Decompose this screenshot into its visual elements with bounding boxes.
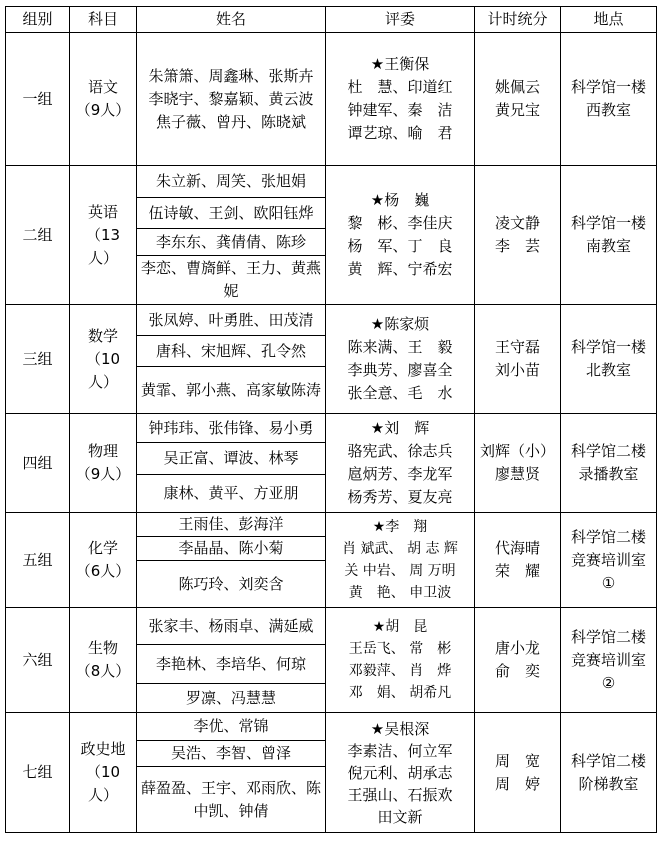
location-cell: 科学馆一楼 南教室: [570, 214, 646, 255]
timers-cell: 代海晴 荣 耀: [494, 539, 540, 580]
subject-cell: 语文 （9人）: [75, 78, 131, 119]
judges-cell: ★陈家烦 陈来满、王 毅 李典芳、廖喜全 张全意、毛 水: [347, 315, 453, 402]
header-timers: 计时统分: [487, 10, 548, 28]
names-row: 朱立新、周笑、张旭娟: [155, 172, 306, 190]
timers-cell: 周 宽 周 婷: [494, 751, 540, 793]
header-judges: 评委: [384, 10, 415, 28]
names-row: 张凤婷、叶勇胜、田茂清: [148, 310, 314, 329]
judges-cell: ★杨 巍 黎 彬、李佳庆 杨 军、丁 良 黄 辉、宁希宏: [347, 191, 453, 278]
location-cell: 科学馆二楼 录播教室: [570, 442, 646, 483]
names-row: 唐科、宋旭辉、孔令然: [155, 341, 306, 360]
subject-cell: 数学 （10人）: [85, 326, 121, 391]
names-row: 王雨佳、彭海洋: [178, 515, 284, 533]
names-row: 吴浩、李智、曾泽: [170, 744, 291, 762]
timers-cell: 唐小龙 俞 奕: [494, 639, 540, 680]
group-label: 五组: [22, 550, 53, 569]
names-row: 吴正富、谭波、林琴: [163, 449, 299, 467]
names-row: 薛盈盈、王宇、邓雨欣、陈中凯、钟倩: [141, 778, 322, 820]
timers-cell: 刘辉（小） 廖慧贤: [479, 442, 555, 483]
names-row: 李优、常锦: [193, 717, 269, 735]
header-names: 姓名: [215, 10, 246, 28]
location-cell: 科学馆二楼 竞赛培训室 ①: [570, 527, 646, 592]
location-cell: 科学馆二楼 竞赛培训室 ②: [570, 627, 646, 692]
names-cell: 朱箫箫、周鑫琳、张斯卉 李晓宇、黎嘉颖、黄云波 焦子薇、曾丹、陈晓斌: [148, 66, 314, 131]
names-row: 陈巧玲、刘奕含: [178, 574, 284, 593]
timers-cell: 姚佩云 黄兄宝: [494, 78, 540, 119]
subject-cell: 化学 （6人）: [75, 539, 131, 580]
subject-cell: 政史地 （10人）: [80, 740, 126, 804]
names-row: 黄霏、郭小燕、高家敏陈涛: [141, 380, 322, 399]
group-label: 四组: [22, 453, 53, 472]
location-cell: 科学馆二楼 阶梯教室: [570, 751, 646, 793]
names-row: 罗凛、冯慧慧: [185, 688, 276, 707]
header-location: 地点: [593, 10, 624, 28]
header-subject: 科目: [87, 10, 118, 28]
names-row: 钟玮玮、张伟锋、易小勇: [148, 418, 314, 437]
timers-cell: 王守磊 刘小苗: [494, 338, 540, 379]
names-row: 李东东、龚倩倩、陈珍: [155, 232, 306, 251]
group-label: 七组: [22, 763, 53, 781]
judges-cell: ★胡 昆 王岳飞、 常 彬 邓毅萍、 肖 烨 邓 娟、 胡希凡: [348, 619, 452, 701]
subject-cell: 生物 （8人）: [75, 639, 131, 680]
judges-cell: ★王衡保 杜 慧、印道红 钟建军、秦 洁 谭艺琼、喻 君: [347, 55, 453, 142]
judges-cell: ★刘 辉 骆宪武、徐志兵 扈炳芳、李龙军 杨秀芳、夏友亮: [347, 419, 453, 506]
names-row: 李晶晶、陈小菊: [178, 539, 284, 557]
names-row: 康林、黄平、方亚朋: [163, 484, 299, 502]
header-group: 组别: [22, 10, 53, 28]
group-label: 二组: [22, 225, 53, 244]
location-cell: 科学馆一楼 北教室: [570, 338, 646, 379]
group-label: 一组: [22, 89, 53, 108]
names-row: 李恋、曹旖鲜、王力、黄燕妮: [141, 259, 322, 300]
judges-cell: ★吴根深 李素洁、何立军 倪元利、胡承志 王强山、石振欢 田文新: [347, 719, 453, 826]
timers-cell: 凌文静 李 芸: [494, 214, 540, 255]
location-cell: 科学馆一楼 西教室: [570, 78, 646, 119]
names-row: 张家丰、杨雨卓、满延威: [148, 616, 314, 635]
names-row: 伍诗敏、王剑、欧阳钰烨: [148, 203, 314, 222]
subject-cell: 英语 （13人）: [85, 202, 121, 267]
group-label: 六组: [22, 650, 53, 669]
group-label: 三组: [22, 349, 53, 368]
judges-cell: ★李 翔 肖 斌武、 胡 志 辉 关 中岩、 周 万明 黄 艳、 申卫波: [342, 519, 458, 601]
subject-cell: 物理 （9人）: [75, 442, 131, 483]
names-row: 李艳林、李培华、何琼: [155, 654, 306, 673]
